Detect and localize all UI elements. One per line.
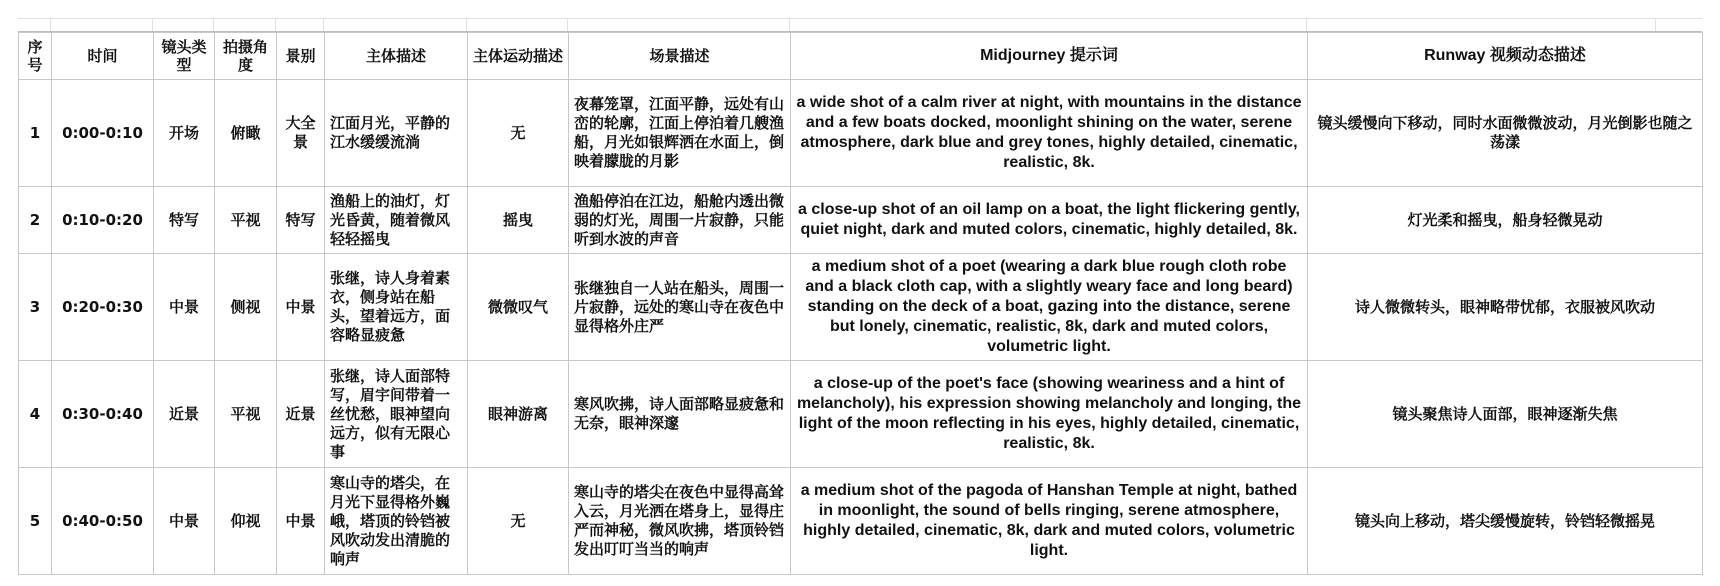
cell-motion[interactable]: 微微叹气 [468,254,569,361]
header-motion[interactable]: 主体运动描述 [468,33,569,80]
header-angle[interactable]: 拍摄角度 [215,33,277,80]
cell-scale[interactable]: 特写 [277,187,325,254]
clipped-previous-row [18,18,1702,32]
cell-time[interactable]: 0:30-0:40 [52,361,154,468]
header-runway[interactable]: Runway 视频动态描述 [1308,33,1703,80]
cell-subject[interactable]: 渔船上的油灯，灯光昏黄，随着微风轻轻摇曳 [325,187,468,254]
cell-index[interactable]: 3 [19,254,52,361]
cell-scale[interactable]: 中景 [277,468,325,575]
cell-index[interactable]: 2 [19,187,52,254]
cell-scene[interactable]: 张继独自一人站在船头，周围一片寂静，远处的寒山寺在夜色中显得格外庄严 [569,254,791,361]
header-subject[interactable]: 主体描述 [325,33,468,80]
cell-motion[interactable]: 无 [468,80,569,187]
header-time[interactable]: 时间 [52,33,154,80]
cell-runway[interactable]: 镜头向上移动，塔尖缓慢旋转，铃铛轻微摇晃 [1308,468,1703,575]
cell-runway[interactable]: 镜头缓慢向下移动，同时水面微微波动，月光倒影也随之荡漾 [1308,80,1703,187]
table-row [19,187,1703,254]
cell-motion[interactable]: 眼神游离 [468,361,569,468]
storyboard-table [18,32,1703,575]
cell-index[interactable]: 1 [19,80,52,187]
spreadsheet [18,18,1702,575]
cell-angle[interactable]: 平视 [215,361,277,468]
header-midjourney[interactable]: Midjourney 提示词 [791,33,1308,80]
header-scene[interactable]: 场景描述 [569,33,791,80]
cell-angle[interactable]: 仰视 [215,468,277,575]
cell-time[interactable]: 0:20-0:30 [52,254,154,361]
table-row [19,361,1703,468]
cell-time[interactable]: 0:00-0:10 [52,80,154,187]
cell-angle[interactable]: 俯瞰 [215,80,277,187]
cell-time[interactable]: 0:40-0:50 [52,468,154,575]
cell-midjourney[interactable]: a wide shot of a calm river at night, with mountains in the distance and a few boats docked, moonlight shining on the water, serene atmosphere, dark blue and grey tones, highly detailed, cinematic, realistic, 8k. [791,80,1308,187]
cell-runway[interactable]: 灯光柔和摇曳，船身轻微晃动 [1308,187,1703,254]
cell-shot-type[interactable]: 近景 [154,361,215,468]
cell-subject[interactable]: 江面月光，平静的江水缓缓流淌 [325,80,468,187]
cell-scale[interactable]: 近景 [277,361,325,468]
cell-scene[interactable]: 夜幕笼罩，江面平静，远处有山峦的轮廓，江面上停泊着几艘渔船，月光如银辉洒在水面上，倒映着朦胧的月影 [569,80,791,187]
cell-motion[interactable]: 无 [468,468,569,575]
cell-scene[interactable]: 寒山寺的塔尖在夜色中显得高耸入云，月光洒在塔身上，显得庄严而神秘，微风吹拂，塔顶铃铛发出叮叮当当的响声 [569,468,791,575]
cell-midjourney[interactable]: a medium shot of the pagoda of Hanshan Temple at night, bathed in moonlight, the sound of bells ringing, serene atmosphere, highly detailed, cinematic, 8k, dark and muted colors, volumetric light. [791,468,1308,575]
cell-subject[interactable]: 张继，诗人面部特写，眉宇间带着一丝忧愁，眼神望向远方，似有无限心事 [325,361,468,468]
cell-shot-type[interactable]: 开场 [154,80,215,187]
cell-shot-type[interactable]: 中景 [154,254,215,361]
cell-motion[interactable]: 摇曳 [468,187,569,254]
cell-angle[interactable]: 平视 [215,187,277,254]
cell-shot-type[interactable]: 特写 [154,187,215,254]
cell-subject[interactable]: 张继，诗人身着素衣，侧身站在船头，望着远方，面容略显疲惫 [325,254,468,361]
cell-scene[interactable]: 寒风吹拂，诗人面部略显疲惫和无奈，眼神深邃 [569,361,791,468]
cell-time[interactable]: 0:10-0:20 [52,187,154,254]
cell-runway[interactable]: 诗人微微转头，眼神略带忧郁，衣服被风吹动 [1308,254,1703,361]
header-scale[interactable]: 景别 [277,33,325,80]
table-row [19,80,1703,187]
cell-scene[interactable]: 渔船停泊在江边，船舱内透出微弱的灯光，周围一片寂静，只能听到水波的声音 [569,187,791,254]
table-row [19,254,1703,361]
cell-midjourney[interactable]: a close-up shot of an oil lamp on a boat, the light flickering gently, quiet night, dark and muted colors, cinematic, highly detailed, 8k. [791,187,1308,254]
cell-scale[interactable]: 大全景 [277,80,325,187]
cell-index[interactable]: 4 [19,361,52,468]
cell-midjourney[interactable]: a close-up of the poet's face (showing weariness and a hint of melancholy), his expression showing melancholy and longing, the light of the moon reflecting in his eyes, highly detailed, cinematic, realistic, 8k. [791,361,1308,468]
cell-scale[interactable]: 中景 [277,254,325,361]
cell-midjourney[interactable]: a medium shot of a poet (wearing a dark blue rough cloth robe and a black cloth cap, with a slightly weary face and long beard) standing on the deck of a boat, gazing into the distance, serene but lonely, cinematic, realistic, 8k, dark and muted colors, volumetric light. [791,254,1308,361]
cell-runway[interactable]: 镜头聚焦诗人面部，眼神逐渐失焦 [1308,361,1703,468]
table-row [19,468,1703,575]
header-row [19,33,1703,80]
cell-angle[interactable]: 侧视 [215,254,277,361]
cell-shot-type[interactable]: 中景 [154,468,215,575]
cell-index[interactable]: 5 [19,468,52,575]
header-index[interactable]: 序号 [19,33,52,80]
cell-subject[interactable]: 寒山寺的塔尖，在月光下显得格外巍峨，塔顶的铃铛被风吹动发出清脆的响声 [325,468,468,575]
header-shot-type[interactable]: 镜头类型 [154,33,215,80]
